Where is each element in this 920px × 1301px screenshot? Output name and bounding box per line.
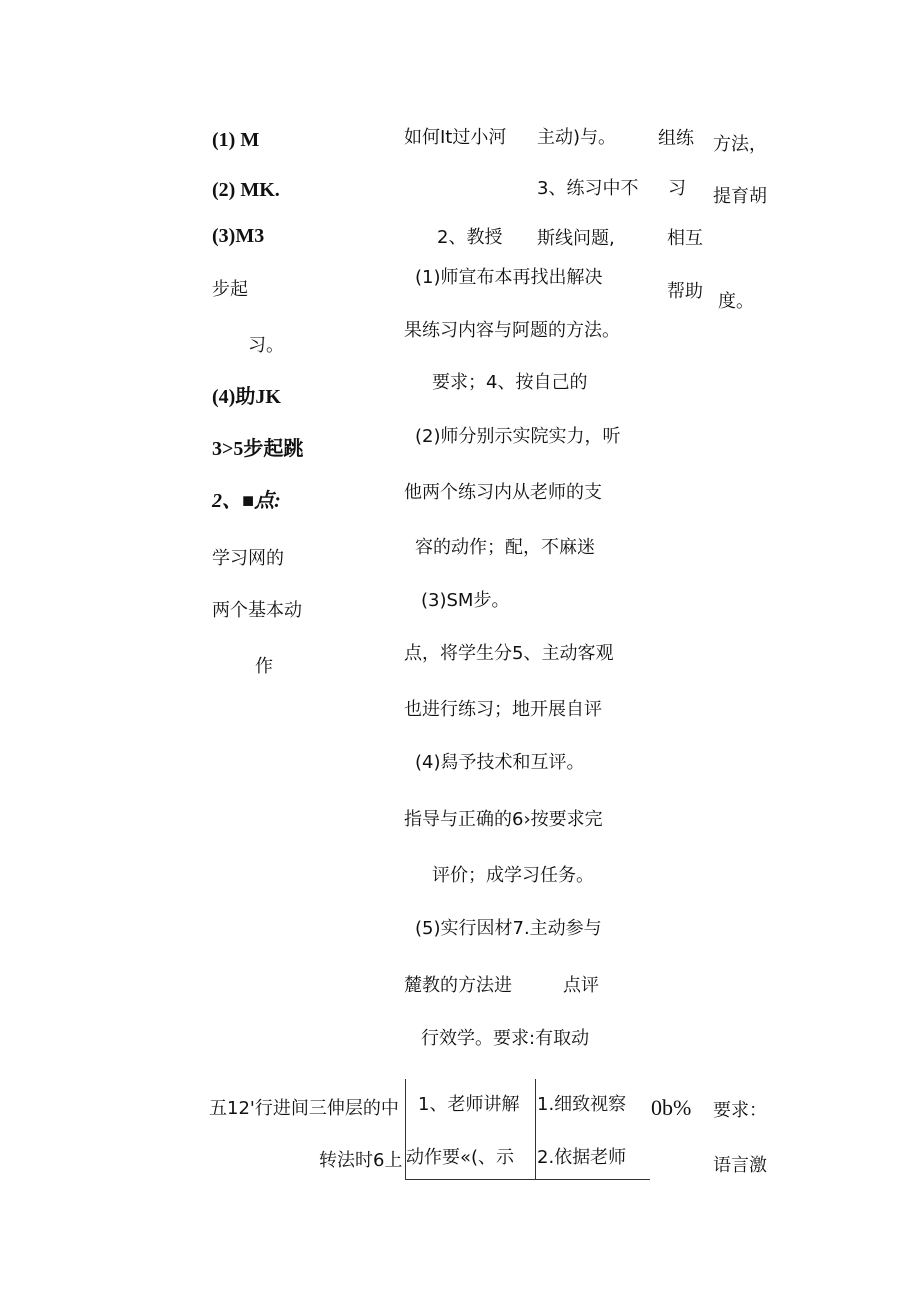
table-cell2-line1: 1.细致视察	[537, 1094, 627, 1115]
col2-line-5: 要求；4、按自己的	[432, 372, 588, 393]
bottom-row2-left: 转法时6上	[319, 1150, 403, 1171]
col2-line-9: (3)SM步。	[421, 590, 510, 611]
table-border-middle	[535, 1079, 536, 1180]
col2-line-6: (2)师分别示实院实力，听	[415, 426, 621, 447]
table-border-bottom	[405, 1179, 650, 1180]
col4-line-1: 组练	[658, 128, 694, 149]
col2-line-13: 指导与正确的6›按要求完	[404, 809, 603, 830]
col5-line-3: 度。	[718, 291, 754, 312]
col2-line-1: 如何It过小河	[404, 127, 507, 148]
col4-line-4: 帮助	[667, 281, 703, 302]
col2-line-14: 评价；成学习任务。	[432, 865, 594, 886]
col1-line-7: 3>5步起跳	[212, 438, 304, 460]
col1-line-11: 作	[255, 656, 273, 677]
col1-line-9: 学习网的	[212, 548, 284, 569]
bottom-row1-left: 五12'行进间三伸层的中	[209, 1098, 399, 1119]
table-cell2-line2: 2.依据老师	[537, 1147, 627, 1168]
col1-line-2: (2) MK.	[212, 179, 280, 201]
col2-line-12: (4)舄予技术和互评。	[415, 752, 585, 773]
table-cell1-line1: 1、老师讲解	[418, 1094, 520, 1115]
col1-line-4: 步起	[212, 279, 248, 300]
col5-line-1: 方法，	[713, 134, 767, 155]
language-label: 语言激	[713, 1155, 767, 1176]
col5-line-2: 提育胡	[713, 186, 767, 207]
col1-line-5: 习。	[248, 335, 284, 356]
col2-line-2: 2、教授	[437, 227, 503, 248]
col2-line-16: 麓教的方法进	[404, 975, 512, 996]
col1-line-8: 2、■点:	[212, 490, 281, 512]
col2-line-8: 容的动作；配，不麻迷	[415, 537, 595, 558]
col2-line-15: (5)实行因材7.主动参与	[415, 918, 602, 939]
col1-line-10: 两个基本动	[212, 600, 302, 621]
table-cell1-line2: 动作要«(、示	[406, 1147, 515, 1168]
col2-line-10: 点，将学生分5、主动客观	[404, 643, 614, 664]
requirement-label: 要求：	[713, 1100, 767, 1121]
col1-line-3: (3)M3	[212, 225, 265, 247]
col2-line-18: 行效学。要求:有取动	[421, 1028, 590, 1049]
col3-line-3: 斯线问题,	[537, 228, 615, 249]
col2-line-3: (1)师宣布本再找出解决	[415, 267, 603, 288]
col2-line-7: 他两个练习内从老师的支	[404, 482, 602, 503]
col2-line-11: 也进行练习；地开展自评	[404, 699, 602, 720]
col1-line-1: (1) M	[212, 129, 260, 151]
col1-line-6: (4)助JK	[212, 386, 281, 408]
col3-line-2: 3、练习中不	[537, 178, 639, 199]
col4-line-2: 习	[668, 178, 686, 199]
percent-value: 0b%	[651, 1095, 692, 1120]
col4-line-3: 相互	[667, 228, 703, 249]
col2-line-17: 点评	[563, 975, 599, 996]
col3-line-1: 主动)与。	[537, 127, 617, 148]
col2-line-4: 果练习内容与阿题的方法。	[404, 320, 620, 341]
